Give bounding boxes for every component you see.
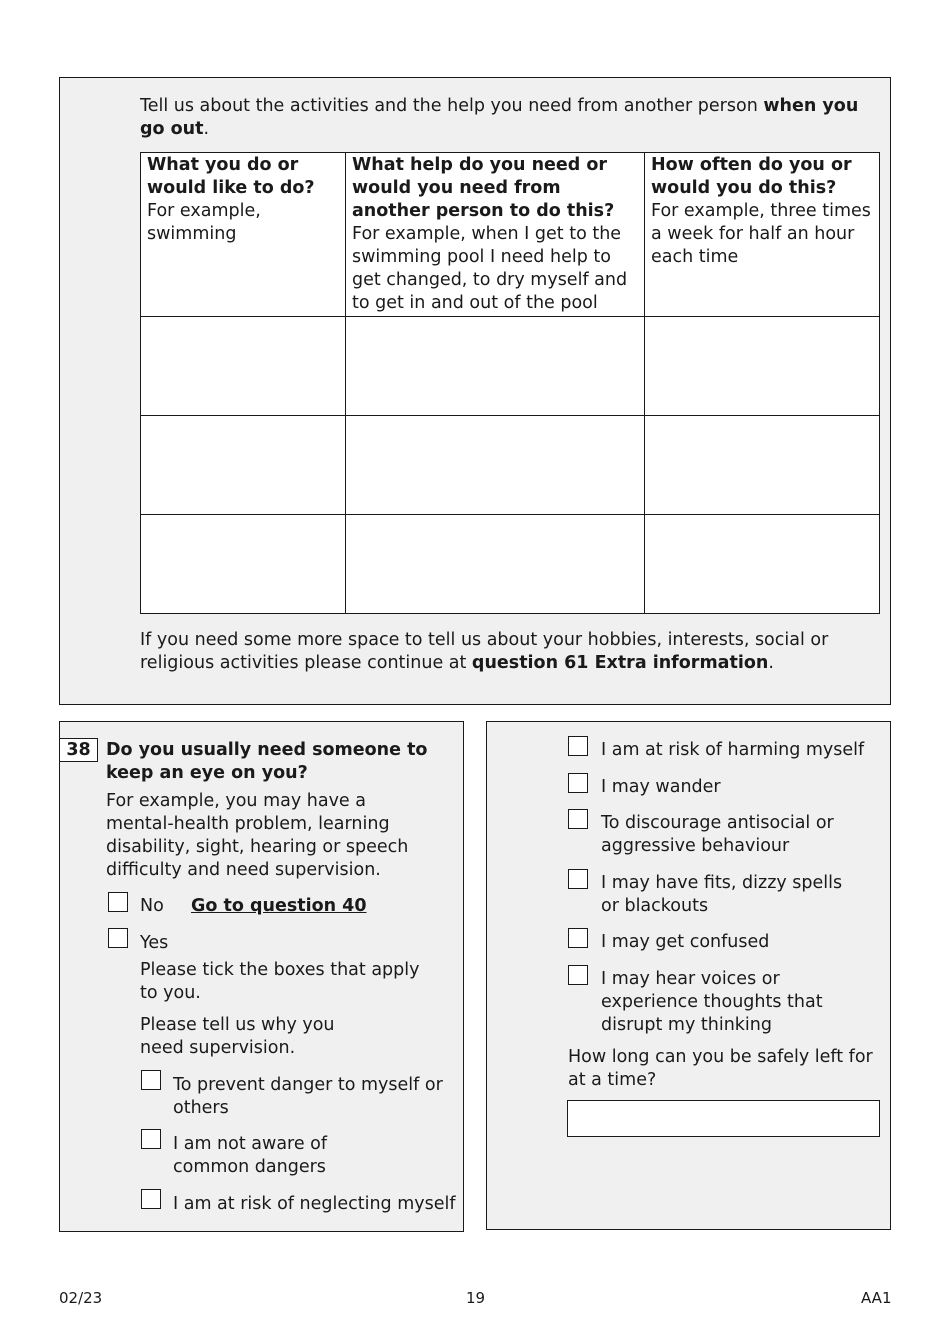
table-row bbox=[141, 317, 880, 416]
col-frequency-header bbox=[645, 153, 880, 317]
activities-intro bbox=[140, 95, 860, 141]
col-frequency-example: For example, three times a week for half an hour each time bbox=[651, 201, 871, 267]
reason-label: I may wander bbox=[601, 777, 721, 797]
reason-checkbox[interactable] bbox=[568, 773, 588, 793]
time-question: How long can you be safely left for at a time? bbox=[568, 1047, 873, 1090]
col-activity-heading: What you do or would like to do? bbox=[147, 155, 315, 198]
col-activity-header bbox=[141, 153, 346, 317]
question-38-continued bbox=[486, 721, 891, 1230]
time-left-input[interactable] bbox=[567, 1100, 880, 1137]
frequency-input-cell[interactable] bbox=[645, 317, 880, 416]
table-row bbox=[141, 515, 880, 614]
reason-label: I am at risk of neglecting myself bbox=[173, 1194, 456, 1214]
reason-checkbox[interactable] bbox=[568, 736, 588, 756]
yes-checkbox[interactable] bbox=[108, 928, 128, 948]
col-help-example: For example, when I get to the swimming pool I need help to get changed, to dry myself and to get in and out of the pool bbox=[352, 224, 628, 313]
more-space-note bbox=[140, 629, 885, 675]
table-row bbox=[141, 416, 880, 515]
frequency-input-cell[interactable] bbox=[645, 416, 880, 515]
more-space-reference: question 61 Extra information bbox=[471, 653, 769, 673]
question-38-example: For example, you may have a mental-health problem, learning disability, sight, hearing or speech difficulty and need supervision. bbox=[106, 791, 409, 880]
intro-emphasis: when you go out bbox=[140, 96, 859, 139]
reason-label: I am at risk of harming myself bbox=[601, 740, 865, 760]
reason-label: I may hear voices or experience thoughts that disrupt my thinking bbox=[601, 969, 823, 1035]
help-input-cell[interactable] bbox=[346, 416, 645, 515]
yes-label: Yes bbox=[140, 933, 169, 953]
why-instruction: Please tell us why you need supervision. bbox=[140, 1015, 335, 1058]
reason-checkbox[interactable] bbox=[141, 1189, 161, 1209]
col-activity-example: For example, swimming bbox=[147, 201, 261, 244]
reason-label: I may have fits, dizzy spells or blackouts bbox=[601, 873, 843, 916]
intro-end: . bbox=[203, 119, 210, 139]
frequency-input-cell[interactable] bbox=[645, 515, 880, 614]
col-help-heading: What help do you need or would you need from another person to do this? bbox=[352, 155, 615, 221]
reason-label: To discourage antisocial or aggressive behaviour bbox=[601, 813, 834, 856]
activities-table bbox=[140, 152, 880, 614]
reason-checkbox[interactable] bbox=[141, 1070, 161, 1090]
form-code: AA1 bbox=[861, 1289, 892, 1307]
help-input-cell[interactable] bbox=[346, 317, 645, 416]
go-to-question-40-link[interactable]: Go to question 40 bbox=[191, 896, 367, 916]
activity-input-cell[interactable] bbox=[141, 416, 346, 515]
reason-checkbox[interactable] bbox=[141, 1129, 161, 1149]
reason-label: To prevent danger to myself or others bbox=[173, 1075, 443, 1118]
help-input-cell[interactable] bbox=[346, 515, 645, 614]
intro-text: Tell us about the activities and the help you need from another person bbox=[140, 96, 764, 116]
question-number: 38 bbox=[60, 738, 98, 762]
no-label: No bbox=[140, 896, 164, 916]
question-38-section bbox=[59, 721, 464, 1232]
question-38-title: Do you usually need someone to keep an eye on you? bbox=[106, 740, 428, 783]
footer-date: 02/23 bbox=[59, 1289, 103, 1307]
reason-checkbox[interactable] bbox=[568, 809, 588, 829]
reason-label: I am not aware of common dangers bbox=[173, 1134, 328, 1177]
more-space-end: . bbox=[768, 653, 774, 673]
col-help-header bbox=[346, 153, 645, 317]
reason-checkbox[interactable] bbox=[568, 928, 588, 948]
reason-checkbox[interactable] bbox=[568, 869, 588, 889]
col-frequency-heading: How often do you or would you do this? bbox=[651, 155, 852, 198]
page-number: 19 bbox=[466, 1289, 486, 1307]
no-checkbox[interactable] bbox=[108, 892, 128, 912]
activity-input-cell[interactable] bbox=[141, 317, 346, 416]
activities-section bbox=[59, 77, 891, 705]
reason-label: I may get confused bbox=[601, 932, 770, 952]
table-header-row bbox=[141, 153, 880, 317]
activity-input-cell[interactable] bbox=[141, 515, 346, 614]
tick-instruction: Please tick the boxes that apply to you. bbox=[140, 960, 420, 1003]
more-space-text: If you need some more space to tell us about your hobbies, interests, social or religious activities please continue at bbox=[140, 630, 829, 673]
reason-checkbox[interactable] bbox=[568, 965, 588, 985]
